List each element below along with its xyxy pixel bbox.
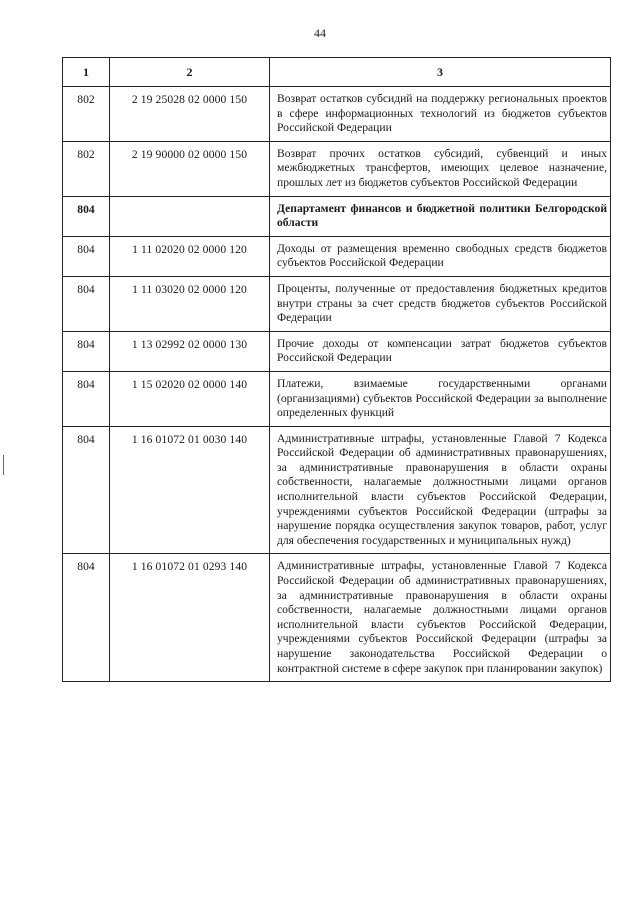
description-cell: Возврат остатков субсидий на поддержку региональных проектов в сфере информационных технологий из бюджетов субъектов Российской Федерации	[270, 87, 611, 142]
admin-code-cell: 804	[63, 371, 110, 426]
description-cell: Доходы от размещения временно свободных средств бюджетов субъектов Российской Федерации	[270, 236, 611, 276]
column-header: 2	[110, 58, 270, 87]
budget-classification-table	[62, 57, 611, 682]
admin-code-cell: 804	[63, 196, 110, 236]
table-row	[63, 141, 611, 196]
description-cell: Административные штрафы, установленные Главой 7 Кодекса Российской Федерации об административных правонарушениях, за административные правонарушения в области охраны собственности, налагаемые должностными лицами органов исполнительной власти субъектов Российской Федерации, учреждениями субъектов Российской Федерации (штрафы за нарушение порядка осуществления закупок товаров, работ, услуг для обеспечения государственных и муниципальных нужд)	[270, 426, 611, 554]
table-row	[63, 371, 611, 426]
table-row	[63, 196, 611, 236]
table-row	[63, 276, 611, 331]
admin-code-cell: 804	[63, 276, 110, 331]
admin-code-cell: 804	[63, 554, 110, 682]
kbk-code-cell: 1 11 02020 02 0000 120	[110, 236, 270, 276]
kbk-code-cell: 1 13 02992 02 0000 130	[110, 331, 270, 371]
column-header: 3	[270, 58, 611, 87]
kbk-code-cell: 1 16 01072 01 0293 140	[110, 554, 270, 682]
table-row	[63, 331, 611, 371]
description-cell: Департамент финансов и бюджетной политики Белгородской области	[270, 196, 611, 236]
description-cell: Прочие доходы от компенсации затрат бюджетов субъектов Российской Федерации	[270, 331, 611, 371]
column-header: 1	[63, 58, 110, 87]
description-cell: Административные штрафы, установленные Главой 7 Кодекса Российской Федерации об административных правонарушениях, за административные правонарушения в области охраны собственности, налагаемые должностными лицами органов исполнительной власти субъектов Российской Федерации, учреждениями субъектов Российской Федерации (штрафы за нарушение законодательства Российской Федерации о контрактной системе в сфере закупок при планировании закупок)	[270, 554, 611, 682]
admin-code-cell: 802	[63, 141, 110, 196]
kbk-code-cell: 2 19 25028 02 0000 150	[110, 87, 270, 142]
table-row	[63, 87, 611, 142]
admin-code-cell: 804	[63, 426, 110, 554]
kbk-code-cell: 2 19 90000 02 0000 150	[110, 141, 270, 196]
description-cell: Проценты, полученные от предоставления бюджетных кредитов внутри страны за счет средств бюджетов субъектов Российской Федерации	[270, 276, 611, 331]
kbk-code-cell	[110, 196, 270, 236]
table-row	[63, 426, 611, 554]
admin-code-cell: 804	[63, 236, 110, 276]
table-row	[63, 236, 611, 276]
admin-code-cell: 804	[63, 331, 110, 371]
kbk-code-cell: 1 15 02020 02 0000 140	[110, 371, 270, 426]
page-number: 44	[314, 26, 326, 40]
description-cell: Платежи, взимаемые государственными органами (организациями) субъектов Российской Федерации за выполнение определенных функций	[270, 371, 611, 426]
table-header-row	[63, 58, 611, 87]
kbk-code-cell: 1 16 01072 01 0030 140	[110, 426, 270, 554]
admin-code-cell: 802	[63, 87, 110, 142]
kbk-code-cell: 1 11 03020 02 0000 120	[110, 276, 270, 331]
description-cell: Возврат прочих остатков субсидий, субвенций и иных межбюджетных трансфертов, имеющих целевое назначение, прошлых лет из бюджетов субъектов Российской Федерации	[270, 141, 611, 196]
table-row	[63, 554, 611, 682]
margin-mark	[3, 455, 4, 475]
